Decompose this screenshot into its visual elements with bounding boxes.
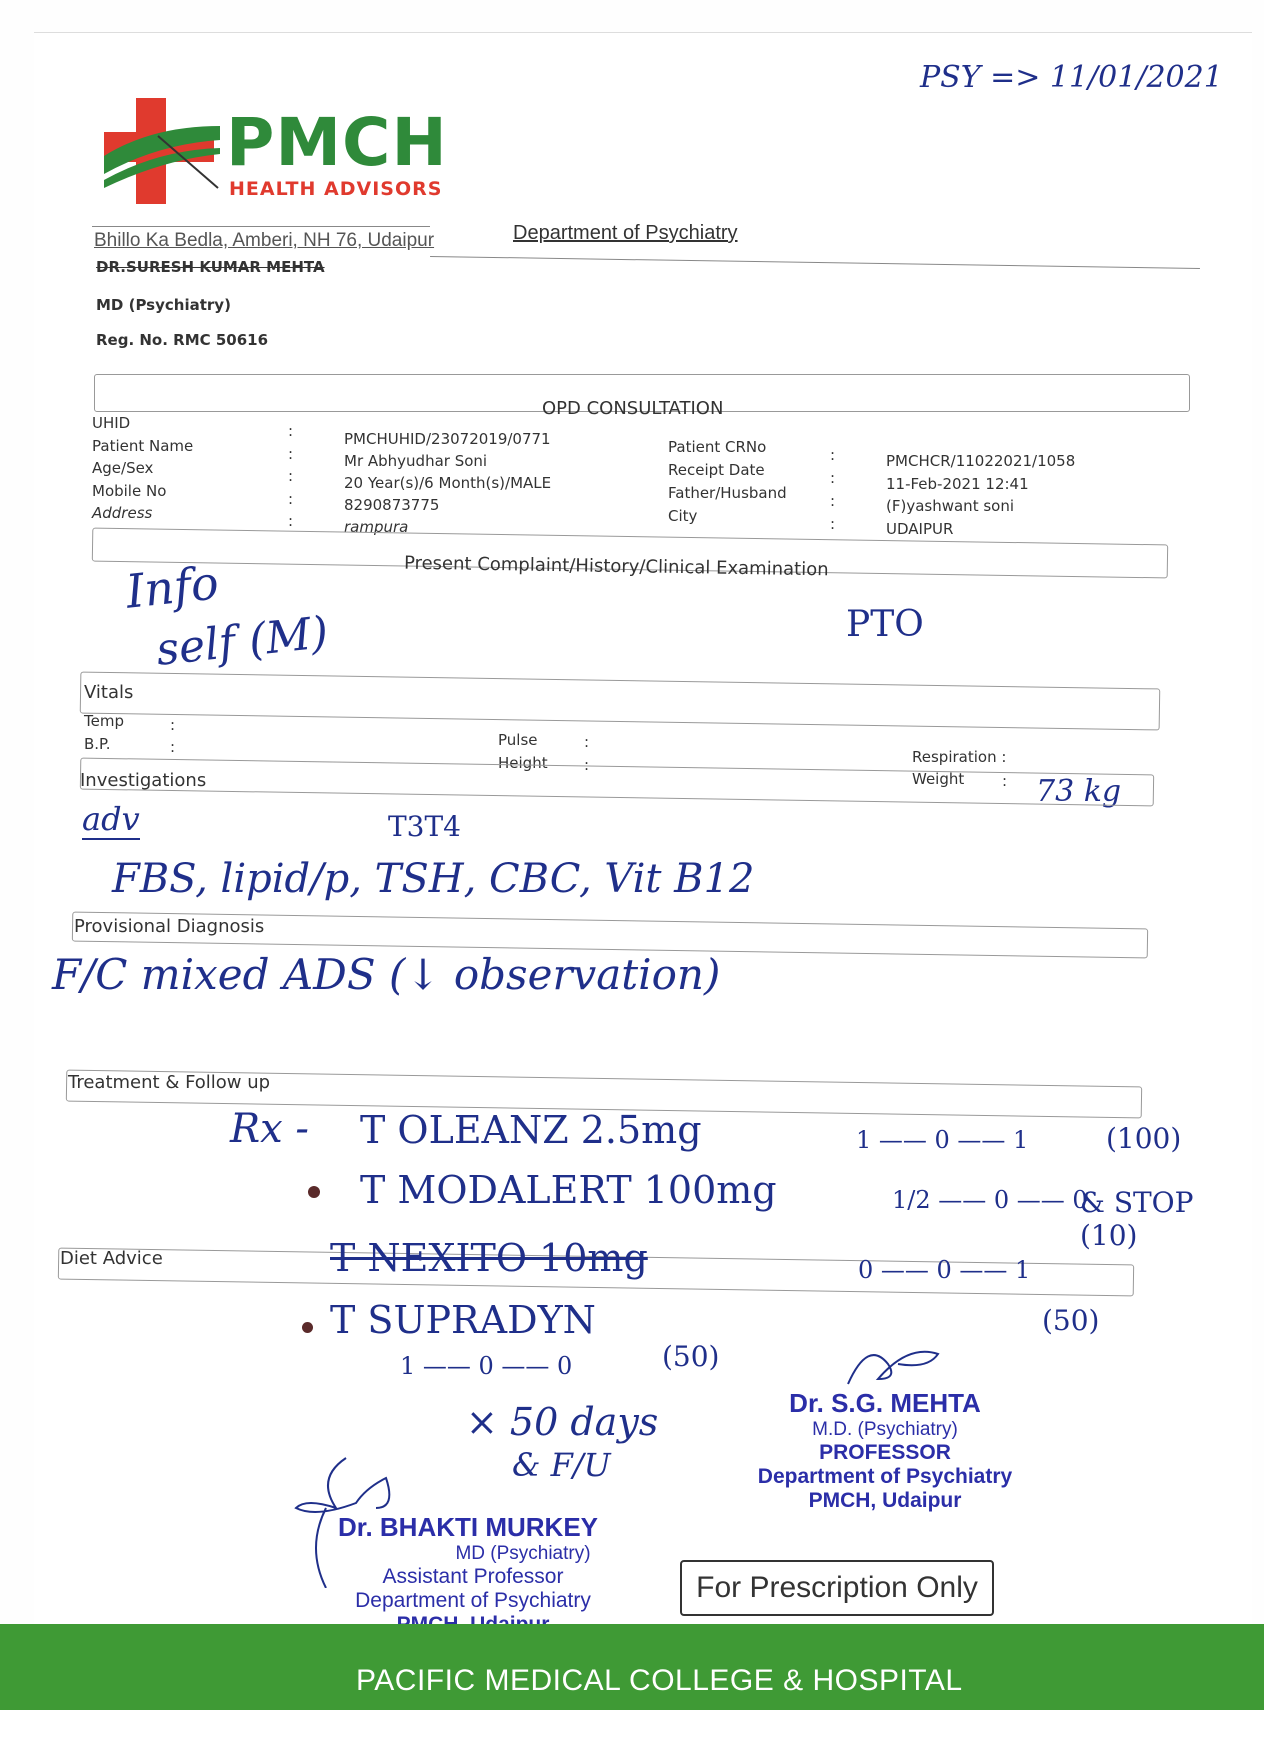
rx-qty-2: & STOP (10): [1080, 1186, 1194, 1252]
stamp-left-dept: Department of Psychiatry: [355, 1589, 591, 1612]
weight-label: Weight: [912, 770, 965, 788]
uhid-label: UHID: [92, 414, 131, 432]
treatment-title: Treatment & Follow up: [68, 1072, 271, 1093]
investigations-title: Investigations: [80, 770, 207, 791]
bullet-4: [302, 1322, 313, 1333]
hw-adv: adv: [82, 800, 140, 838]
patient-left-values: [344, 428, 551, 538]
stamp-right-name: Dr. S.G. MEHTA: [789, 1388, 981, 1418]
rx-qty-4: (50): [662, 1340, 720, 1373]
patient-right-colons: : : : :: [830, 446, 836, 533]
rx-drug-3: T NEXITO 10mg: [330, 1236, 648, 1280]
receipt-date-label: Receipt Date: [668, 461, 765, 479]
respiration-label: Respiration :: [912, 748, 1007, 766]
prescription-only-box: For Prescription Only: [680, 1560, 994, 1616]
opd-title: OPD CONSULTATION: [542, 398, 724, 419]
age-sex-label: Age/Sex: [92, 459, 154, 477]
hw-diagnosis: F/C mixed ADS (↓ observation): [52, 950, 721, 999]
pulse-label: Pulse: [498, 731, 538, 749]
doctor-reg-no: Reg. No. RMC 50616: [96, 331, 269, 349]
logo-main-text: PMCH: [226, 104, 448, 181]
temp-label: Temp: [84, 712, 124, 730]
doctor-qualification: MD (Psychiatry): [96, 296, 231, 314]
stamp-right: [730, 1388, 1040, 1513]
crno-label: Patient CRNo: [668, 438, 767, 456]
hw-rx-prefix: Rx -: [230, 1106, 309, 1152]
receipt-date-value: 11-Feb-2021 12:41: [886, 474, 1029, 493]
doctor-name: DR.SURESH KUMAR MEHTA: [96, 258, 325, 276]
rx-qty-1: (100): [1106, 1122, 1182, 1155]
address-label: Address: [92, 504, 153, 522]
top-date-note: PSY => 11/01/2021: [920, 60, 1223, 95]
hw-t3t4: T3T4: [388, 810, 461, 843]
age-sex-value: 20 Year(s)/6 Month(s)/MALE: [344, 474, 552, 492]
father-husband-label: Father/Husband: [668, 484, 787, 502]
signature-right-icon: [838, 1334, 948, 1394]
patient-right-values: [886, 450, 1075, 540]
father-husband-value: (F)yashwant soni: [886, 497, 1015, 515]
diet-title: Diet Advice: [60, 1248, 163, 1269]
hw-self: self (M): [153, 607, 331, 676]
uhid-value: PMCHUHID/23072019/0771: [344, 430, 551, 448]
stamp-left-qual: MD (Psychiatry): [455, 1543, 591, 1564]
stamp-right-qual: M.D. (Psychiatry): [812, 1419, 958, 1440]
crno-value: PMCHCR/11022021/1058: [886, 452, 1076, 470]
patient-name-value: Mr Abhyudhar Soni: [344, 452, 488, 470]
complaint-title: Present Complaint/History/Clinical Examination: [403, 552, 829, 581]
rx-dose-3: 0 —— 0 —— 1: [858, 1256, 1031, 1284]
logo-sub-text: HEALTH ADVISORS: [229, 178, 443, 200]
rx-drug-4: T SUPRADYN: [330, 1298, 596, 1342]
footer-title: PACIFIC MEDICAL COLLEGE & HOSPITAL: [356, 1664, 963, 1697]
stamp-right-dept: Department of Psychiatry: [757, 1465, 1013, 1488]
hw-pto: PTO: [846, 604, 924, 645]
patient-left-labels: [92, 412, 193, 525]
stamp-left: [318, 1512, 628, 1637]
rx-qty-3: (50): [1042, 1304, 1100, 1337]
patient-left-colons: : : : : :: [288, 422, 294, 530]
stamp-right-title: PROFESSOR: [819, 1441, 951, 1464]
rx-drug-1: T OLEANZ 2.5mg: [360, 1108, 702, 1152]
rx-dose-1: 1 —— 0 —— 1: [856, 1126, 1029, 1154]
stamp-left-name: Dr. BHAKTI MURKEY: [338, 1512, 599, 1542]
hw-followup: & F/U: [512, 1446, 611, 1484]
rx-dose-2: 1/2 —— 0 —— 0: [892, 1186, 1088, 1214]
prescription-page: PSY => 11/01/2021 PMCH HEALTH ADVISORS Bhillo Ka Bedla, Amberi, NH 76, Udaipur DR.SURESH KUMAR MEHTA MD (Psychiatry) Reg. No. RMC 50616 Department of Psychiatry OPD CONSULTATION UHID Patient Name Age/Sex Mobile No Address : : : : : PMCHUHID/23072019/0771 Mr Abhyudhar Soni 20 Year(s)/6 Month(s)/MALE 8290873775 rampura Patient CRNo Receipt Date Father/Husband City : : : : PMCHCR/11022021/1058 11-Feb-2021 12:41 (F)yashwant soni UDAIPUR Present Complaint/History/Clinical Examination Info self (M) PTO Vitals Temp B.P. : : Pulse Height : : Respiration : Weight : 73 kg Investigations adv T3T4 FBS, lipid/p, TSH, CBC, Vit B12 Provisional Diagnosis F/C mixed ADS (↓ observation) Treatment & Follow up Rx - T OLEANZ 2.5mg 1 —— 0 —— 1 (100) T MODALERT 100mg 1/2 —— 0 —— 0 & STOP (10) Diet Advice T NEXITO 10mg 0 —— 0 —— 1 (50) T SUPRADYN 1 —— 0 —— 0 (50) × 50 days & F/U Dr. S.G. MEHTA M.D. (Psychiatry) PROFESSOR Department of Psychiatry PMCH, Udaipur Dr. BHAKTI MURKEY MD (Psychiatry) Assistant Professor Department of Psychiatry For Prescription Only PACIFIC MEDICAL COLLEGE & HOSPITAL: [0, 0, 1264, 1753]
height-label: Height: [498, 754, 548, 772]
mobile-label: Mobile No: [92, 481, 167, 500]
mobile-value: 8290873775: [344, 496, 440, 514]
rx-dose-4: 1 —— 0 —— 0: [400, 1352, 573, 1380]
hw-info: Info: [123, 555, 222, 619]
pmch-logo-icon: [102, 96, 222, 208]
hw-duration: × 50 days: [466, 1400, 659, 1444]
hw-weight: 73 kg: [1036, 774, 1122, 809]
vitals-title: Vitals: [84, 682, 134, 703]
hospital-address: Bhillo Ka Bedla, Amberi, NH 76, Udaipur: [94, 230, 435, 251]
diagnosis-title: Provisional Diagnosis: [74, 916, 265, 937]
stamp-left-title: Assistant Professor: [382, 1565, 564, 1588]
rx-drug-2: T MODALERT 100mg: [360, 1168, 777, 1212]
address-value: rampura: [344, 518, 409, 536]
bp-label: B.P.: [84, 735, 111, 753]
city-value: UDAIPUR: [886, 519, 954, 538]
patient-right-labels: [668, 436, 787, 528]
patient-name-label: Patient Name: [92, 436, 194, 455]
stamp-right-place: PMCH, Udaipur: [808, 1489, 962, 1512]
hw-investigations: FBS, lipid/p, TSH, CBC, Vit B12: [112, 856, 755, 902]
department-title: Department of Psychiatry: [513, 222, 738, 244]
bullet-2: [308, 1186, 320, 1198]
city-label: City: [668, 507, 698, 525]
